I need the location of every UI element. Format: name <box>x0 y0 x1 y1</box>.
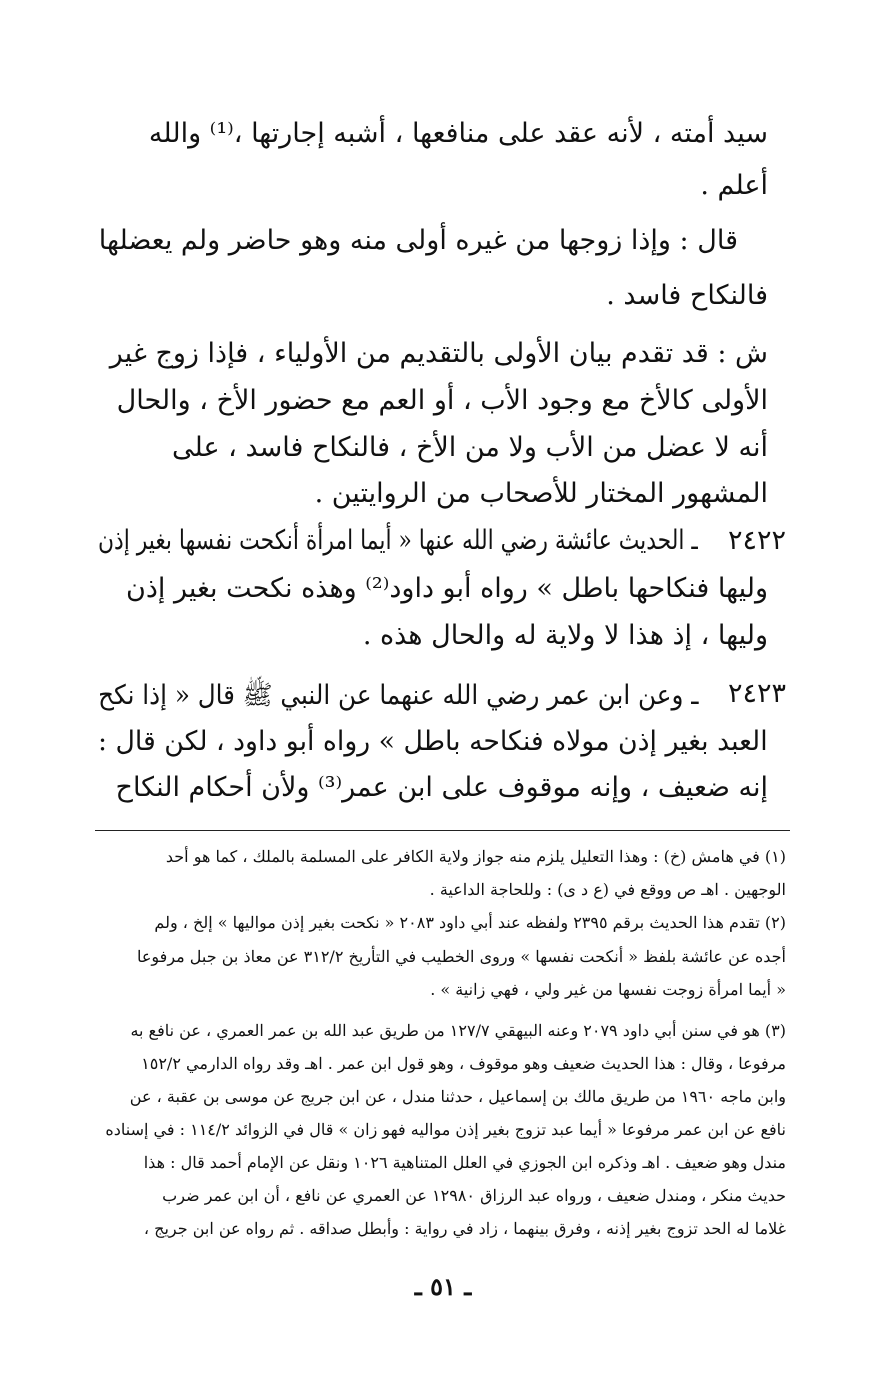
footnote-line: (١) في هامش (خ) : وهذا التعليل يلزم منه جواز ولاية الكافر على المسلمة بالملك ، كما هو أحد <box>165 847 786 866</box>
footnote-line: نافع عن ابن عمر مرفوعا « أيما عبد تزوج بغير إذن مواليه فهو زان » قال في الزوائد ١١٤/٢ : في إسناده <box>105 1120 786 1139</box>
page-number: ـ ٥١ ـ <box>414 1272 472 1301</box>
main-text-line: أنه لا عضل من الأب ولا من الأخ ، فالنكاح فاسد ، على <box>172 432 768 463</box>
main-text-line: أعلم . <box>700 170 768 201</box>
main-text-line: قال : وإذا زوجها من غيره أولى منه وهو حاضر ولم يعضلها <box>98 225 738 256</box>
footnote-line: غلاما له الحد تزوج بغير إذنه ، وفرق بينهما ، زاد في رواية : وأبطل صداقه . ثم رواه عن ابن جريج ، <box>143 1219 786 1238</box>
hadith-number: ٢٤٢٢ <box>727 525 786 556</box>
footnote-line: (٢) تقدم هذا الحديث برقم ٢٣٩٥ ولفظه عند أبي داود ٢٠٨٣ « نكحت بغير إذن مواليها » إلخ ، ولم <box>154 913 786 932</box>
main-text-line: ش : قد تقدم بيان الأولى بالتقديم من الأولياء ، فإذا زوج غير <box>109 338 768 369</box>
footnote-line: « أيما امرأة زوجت نفسها من غير ولي ، فهي زانية » . <box>430 980 786 999</box>
hadith-line: العبد بغير إذن مولاه فنكاحه باطل » رواه أبو داود ، لكن قال : <box>98 726 768 757</box>
main-text-line: سيد أمته ، لأنه عقد على منافعها ، أشبه إجارتها ،⁽¹⁾ والله <box>148 118 768 149</box>
main-text-line: فالنكاح فاسد . <box>606 280 768 311</box>
footnote-line: الوجهين . اهـ ص ووقع في (ع د ى) : وللحاجة الداعية . <box>429 880 786 899</box>
hadith-line: إنه ضعيف ، وإنه موقوف على ابن عمر⁽³⁾ ولأن أحكام النكاح <box>115 772 768 803</box>
footnote-line: (٣) هو في سنن أبي داود ٢٠٧٩ وعنه البيهقي ١٢٧/٧ من طريق عبد الله بن عمر العمري ، عن نافع به <box>130 1021 786 1040</box>
footnote-line: حديث منكر ، ومندل ضعيف ، ورواه عبد الرزاق ١٢٩٨٠ عن العمري عن نافع ، أن ابن عمر ضرب <box>162 1186 786 1205</box>
hadith-line: ـ وعن ابن عمر رضي الله عنهما عن النبي ﷺ قال « إذا نكح <box>97 680 698 711</box>
footnote-line: مرفوعا ، وقال : هذا الحديث ضعيف وهو موقوف ، وهو قول ابن عمر . اهـ وقد رواه الدارمي ١٥٢/٢ <box>141 1054 786 1073</box>
hadith-number: ٢٤٢٣ <box>727 678 786 709</box>
footnote-line: وابن ماجه ١٩٦٠ من طريق مالك بن إسماعيل ، حدثنا مندل ، عن ابن جريج عن موسى بن عقبة ، عن <box>129 1087 786 1106</box>
hadith-line: ـ الحديث عائشة رضي الله عنها « أيما امرأة أنكحت نفسها بغير إذن <box>98 525 698 556</box>
footnote-line: مندل وهو ضعيف . اهـ وذكره ابن الجوزي في العلل المتناهية ١٠٢٦ ونقل عن الإمام أحمد قال : هذا <box>143 1153 786 1172</box>
main-text-line: الأولى كالأخ مع وجود الأب ، أو العم مع حضور الأخ ، والحال <box>116 385 768 416</box>
hadith-line: وليها فنكاحها باطل » رواه أبو داود⁽²⁾ وهذه نكحت بغير إذن <box>126 573 768 604</box>
footnote-separator <box>95 830 790 831</box>
main-text-line: المشهور المختار للأصحاب من الروايتين . <box>314 478 768 509</box>
hadith-line: وليها ، إذ هذا لا ولاية له والحال هذه . <box>362 620 768 651</box>
footnote-line: أجده عن عائشة بلفظ « أنكحت نفسها » وروى الخطيب في التأريخ ٣١٢/٢ عن معاذ بن جبل مرفوعا <box>136 947 786 966</box>
